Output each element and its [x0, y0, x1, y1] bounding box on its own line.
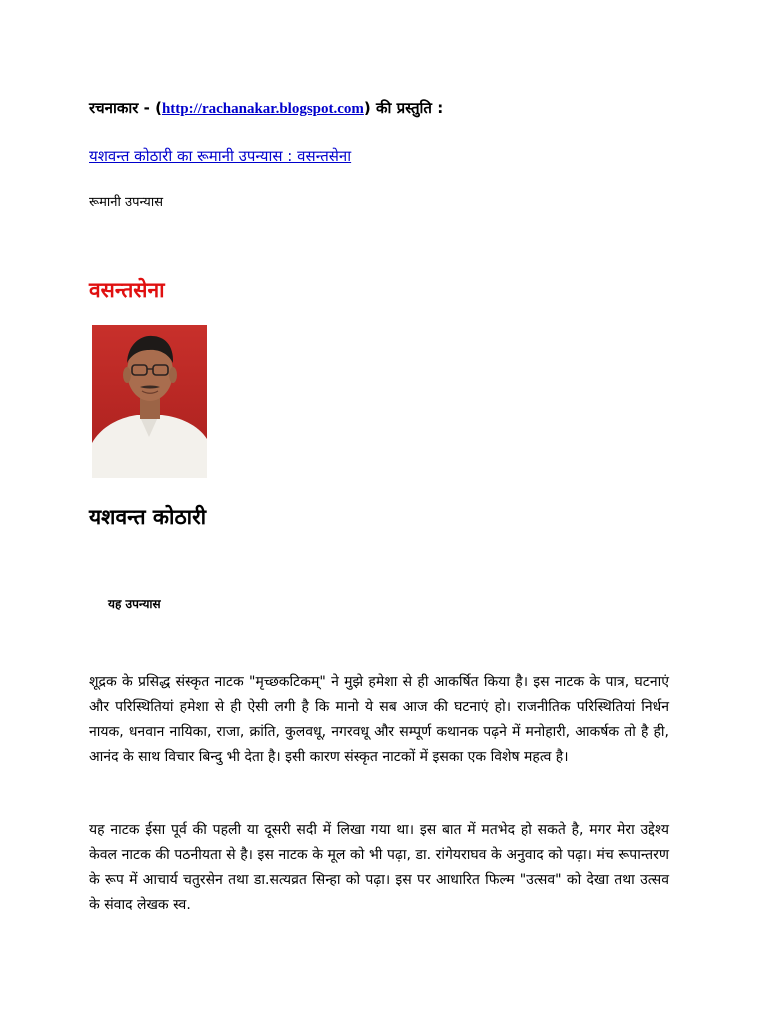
header-line: [89, 98, 443, 118]
header-suffix: ) की प्रस्तुति :: [363, 99, 444, 117]
blog-url-link[interactable]: http://rachanakar.blogspot.com: [161, 101, 364, 117]
genre-label: रूमानी उपन्यास: [89, 195, 163, 210]
title-link[interactable]: यशवन्त कोठारी का रूमानी उपन्यास : वसन्तसेना: [89, 147, 352, 165]
header-prefix: रचनाकार - (: [89, 99, 162, 117]
author-photo: [92, 325, 207, 478]
paragraph-2: यह नाटक ईसा पूर्व की पहली या दूसरी सदी में लिखा गया था। इस बात में मतभेद हो सकते है, मगर मेरा उद्देश्य केवल नाटक की पठनीयता से है। इस नाटक के मूल को भी पढ़ा, डा. रांगेयराघव के अनुवाद को पढ़ा। मंच रूपान्तरण के रूप में आचार्य चतुरसेन तथा डा.सत्यव्रत सिन्हा को पढ़ा। इस पर आधारित फिल्म "उत्सव" को देखा तथा उत्सव के संवाद लेखक स्व.: [89, 822, 669, 913]
paragraph-1: शूद्रक के प्रसिद्ध संस्कृत नाटक "मृच्छकटिकम्" ने मुझे हमेशा से ही आकर्षित किया है। इस नाटक के पात्र, घटनाएं और परिस्थितियां हमेशा से ही ऐसी लगी है कि मानो ये सब आज की घटनाएं हो। राजनीतिक परिस्थितियां निर्धन नायक, धनवान नायिका, राजा, क्रांति, कुलवधू, नगरवधू और सम्पूर्ण कथानक पढ़ने में मनोहारी, आकर्षक तो है ही, आनंद के साथ विचार बिन्दु भी देता है। इसी कारण संस्कृत नाटकों में इसका एक विशेष महत्व है।: [89, 674, 669, 765]
author-name: यशवन्त कोठारी: [89, 505, 207, 529]
book-title: वसन्तसेना: [89, 278, 165, 302]
section-heading: यह उपन्यास: [108, 597, 161, 611]
